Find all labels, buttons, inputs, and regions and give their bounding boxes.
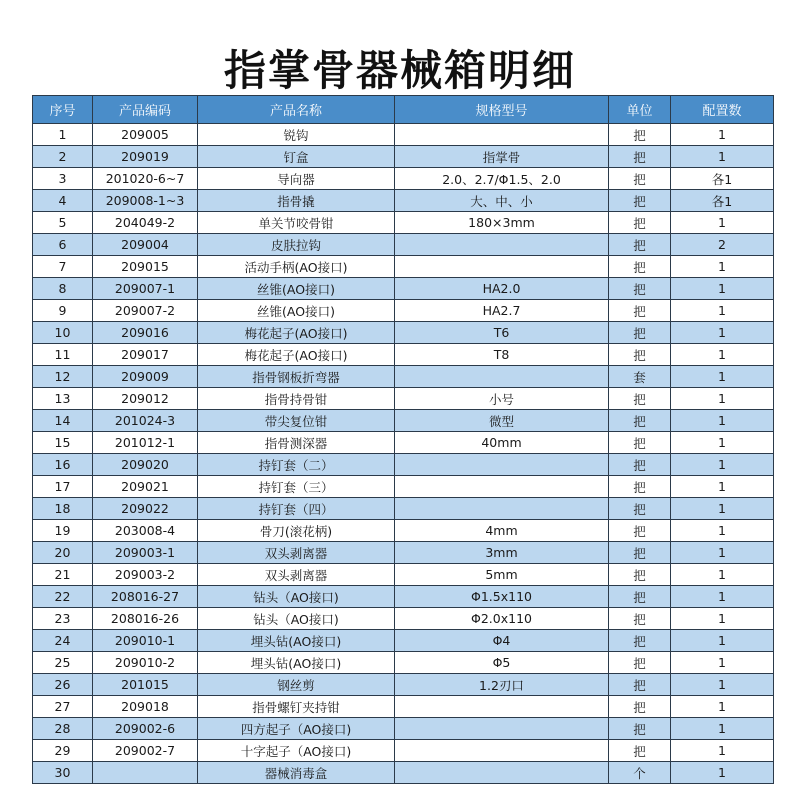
cell-name: 双头剥离器 — [198, 564, 395, 586]
cell-name: 丝锥(AO接口) — [198, 278, 395, 300]
table-row — [33, 410, 774, 432]
cell-quantity: 1 — [671, 432, 774, 454]
table-body — [33, 124, 774, 784]
cell-quantity: 1 — [671, 322, 774, 344]
cell-name: 钉盒 — [198, 146, 395, 168]
cell-quantity: 1 — [671, 542, 774, 564]
cell-index: 8 — [33, 278, 93, 300]
cell-code: 209002-6 — [93, 718, 198, 740]
cell-name: 活动手柄(AO接口) — [198, 256, 395, 278]
table-row — [33, 674, 774, 696]
cell-code: 209005 — [93, 124, 198, 146]
cell-code: 209012 — [93, 388, 198, 410]
cell-quantity: 1 — [671, 696, 774, 718]
cell-index: 21 — [33, 564, 93, 586]
cell-code: 209021 — [93, 476, 198, 498]
column-header-index: 序号 — [33, 96, 93, 124]
cell-code: 209015 — [93, 256, 198, 278]
cell-spec: 指掌骨 — [395, 146, 609, 168]
cell-name: 钻头（AO接口) — [198, 586, 395, 608]
cell-index: 23 — [33, 608, 93, 630]
cell-index: 16 — [33, 454, 93, 476]
cell-index: 19 — [33, 520, 93, 542]
cell-spec — [395, 696, 609, 718]
cell-unit: 把 — [609, 322, 671, 344]
cell-unit: 把 — [609, 388, 671, 410]
cell-unit: 把 — [609, 586, 671, 608]
cell-unit: 把 — [609, 300, 671, 322]
cell-code: 209019 — [93, 146, 198, 168]
cell-quantity: 1 — [671, 630, 774, 652]
cell-name: 指骨撬 — [198, 190, 395, 212]
cell-code: 209022 — [93, 498, 198, 520]
cell-index: 9 — [33, 300, 93, 322]
cell-code: 209016 — [93, 322, 198, 344]
cell-index: 27 — [33, 696, 93, 718]
page-title: 指掌骨器械箱明细 — [223, 46, 576, 95]
table-row — [33, 168, 774, 190]
cell-quantity: 1 — [671, 300, 774, 322]
cell-spec: 微型 — [395, 410, 609, 432]
table-row — [33, 564, 774, 586]
cell-unit: 把 — [609, 476, 671, 498]
cell-quantity: 1 — [671, 498, 774, 520]
cell-index: 26 — [33, 674, 93, 696]
cell-spec: Φ2.0x110 — [395, 608, 609, 630]
cell-name: 指骨钢板折弯器 — [198, 366, 395, 388]
cell-spec: Φ1.5x110 — [395, 586, 609, 608]
table-row — [33, 454, 774, 476]
cell-code: 209004 — [93, 234, 198, 256]
cell-unit: 把 — [609, 256, 671, 278]
cell-quantity: 1 — [671, 410, 774, 432]
cell-spec — [395, 762, 609, 784]
cell-index: 29 — [33, 740, 93, 762]
cell-name: 梅花起子(AO接口) — [198, 344, 395, 366]
cell-code: 209003-1 — [93, 542, 198, 564]
cell-quantity: 各1 — [671, 168, 774, 190]
cell-name: 钻头（AO接口) — [198, 608, 395, 630]
cell-quantity: 1 — [671, 718, 774, 740]
cell-index: 3 — [33, 168, 93, 190]
cell-code: 201012-1 — [93, 432, 198, 454]
cell-unit: 把 — [609, 168, 671, 190]
table-header-row — [33, 96, 774, 124]
cell-quantity: 1 — [671, 674, 774, 696]
cell-quantity: 各1 — [671, 190, 774, 212]
table-row — [33, 476, 774, 498]
table-row — [33, 212, 774, 234]
cell-unit: 把 — [609, 630, 671, 652]
cell-unit: 把 — [609, 212, 671, 234]
cell-index: 17 — [33, 476, 93, 498]
cell-code: 201020-6~7 — [93, 168, 198, 190]
cell-spec — [395, 498, 609, 520]
cell-unit: 把 — [609, 696, 671, 718]
cell-quantity: 1 — [671, 476, 774, 498]
cell-quantity: 2 — [671, 234, 774, 256]
cell-spec — [395, 740, 609, 762]
column-header-spec: 规格型号 — [395, 96, 609, 124]
cell-code: 209010-1 — [93, 630, 198, 652]
cell-name: 皮肤拉钩 — [198, 234, 395, 256]
cell-spec — [395, 256, 609, 278]
table-row — [33, 652, 774, 674]
cell-code: 209008-1~3 — [93, 190, 198, 212]
cell-unit: 把 — [609, 498, 671, 520]
cell-unit: 把 — [609, 564, 671, 586]
table-row — [33, 190, 774, 212]
table-row — [33, 278, 774, 300]
cell-code: 208016-26 — [93, 608, 198, 630]
column-header-code: 产品编码 — [93, 96, 198, 124]
table-row — [33, 718, 774, 740]
cell-index: 20 — [33, 542, 93, 564]
cell-code: 201024-3 — [93, 410, 198, 432]
table-row — [33, 366, 774, 388]
cell-index: 13 — [33, 388, 93, 410]
cell-index: 30 — [33, 762, 93, 784]
table-row — [33, 322, 774, 344]
cell-unit: 套 — [609, 366, 671, 388]
cell-unit: 个 — [609, 762, 671, 784]
cell-quantity: 1 — [671, 124, 774, 146]
cell-quantity: 1 — [671, 278, 774, 300]
cell-unit: 把 — [609, 190, 671, 212]
cell-name: 丝锥(AO接口) — [198, 300, 395, 322]
cell-spec: 1.2刃口 — [395, 674, 609, 696]
table-row — [33, 388, 774, 410]
cell-spec: Φ4 — [395, 630, 609, 652]
cell-unit: 把 — [609, 542, 671, 564]
cell-index: 12 — [33, 366, 93, 388]
table-row — [33, 124, 774, 146]
table-row — [33, 344, 774, 366]
table-row — [33, 762, 774, 784]
table-row — [33, 146, 774, 168]
cell-code: 209018 — [93, 696, 198, 718]
cell-name: 导向器 — [198, 168, 395, 190]
cell-name: 持钉套（四） — [198, 498, 395, 520]
cell-code: 209009 — [93, 366, 198, 388]
cell-unit: 把 — [609, 146, 671, 168]
cell-code: 209007-2 — [93, 300, 198, 322]
cell-name: 埋头钻(AO接口) — [198, 652, 395, 674]
cell-quantity: 1 — [671, 146, 774, 168]
cell-code: 209010-2 — [93, 652, 198, 674]
cell-index: 24 — [33, 630, 93, 652]
table-row — [33, 630, 774, 652]
cell-index: 14 — [33, 410, 93, 432]
cell-name: 持钉套（三） — [198, 476, 395, 498]
cell-spec: 3mm — [395, 542, 609, 564]
cell-index: 25 — [33, 652, 93, 674]
cell-code: 209002-7 — [93, 740, 198, 762]
cell-name: 埋头钻(AO接口) — [198, 630, 395, 652]
cell-quantity: 1 — [671, 586, 774, 608]
cell-quantity: 1 — [671, 608, 774, 630]
table-row — [33, 432, 774, 454]
cell-spec: HA2.7 — [395, 300, 609, 322]
cell-spec — [395, 366, 609, 388]
cell-index: 22 — [33, 586, 93, 608]
cell-name: 持钉套（二） — [198, 454, 395, 476]
cell-name: 器械消毒盒 — [198, 762, 395, 784]
cell-quantity: 1 — [671, 564, 774, 586]
cell-quantity: 1 — [671, 344, 774, 366]
table-row — [33, 586, 774, 608]
cell-quantity: 1 — [671, 652, 774, 674]
cell-spec — [395, 234, 609, 256]
cell-name: 钢丝剪 — [198, 674, 395, 696]
cell-spec: HA2.0 — [395, 278, 609, 300]
cell-index: 28 — [33, 718, 93, 740]
cell-quantity: 1 — [671, 762, 774, 784]
cell-spec: T6 — [395, 322, 609, 344]
table-row — [33, 696, 774, 718]
cell-spec: 大、中、小 — [395, 190, 609, 212]
cell-index: 18 — [33, 498, 93, 520]
cell-unit: 把 — [609, 410, 671, 432]
cell-code: 208016-27 — [93, 586, 198, 608]
cell-name: 双头剥离器 — [198, 542, 395, 564]
cell-unit: 把 — [609, 432, 671, 454]
column-header-name: 产品名称 — [198, 96, 395, 124]
cell-index: 4 — [33, 190, 93, 212]
cell-name: 梅花起子(AO接口) — [198, 322, 395, 344]
table-row — [33, 498, 774, 520]
cell-unit: 把 — [609, 454, 671, 476]
cell-code — [93, 762, 198, 784]
cell-index: 10 — [33, 322, 93, 344]
column-header-quantity: 配置数 — [671, 96, 774, 124]
cell-unit: 把 — [609, 718, 671, 740]
cell-name: 指骨持骨钳 — [198, 388, 395, 410]
cell-spec: 4mm — [395, 520, 609, 542]
cell-unit: 把 — [609, 344, 671, 366]
cell-unit: 把 — [609, 740, 671, 762]
cell-spec: 5mm — [395, 564, 609, 586]
cell-code: 201015 — [93, 674, 198, 696]
cell-spec — [395, 454, 609, 476]
cell-name: 单关节咬骨钳 — [198, 212, 395, 234]
table-row — [33, 300, 774, 322]
cell-code: 209007-1 — [93, 278, 198, 300]
cell-index: 2 — [33, 146, 93, 168]
cell-unit: 把 — [609, 520, 671, 542]
cell-unit: 把 — [609, 652, 671, 674]
cell-spec: 180×3mm — [395, 212, 609, 234]
cell-spec — [395, 124, 609, 146]
table-row — [33, 542, 774, 564]
cell-spec — [395, 476, 609, 498]
cell-quantity: 1 — [671, 740, 774, 762]
cell-unit: 把 — [609, 124, 671, 146]
cell-quantity: 1 — [671, 454, 774, 476]
cell-name: 四方起子（AO接口) — [198, 718, 395, 740]
cell-unit: 把 — [609, 608, 671, 630]
cell-name: 指骨测深器 — [198, 432, 395, 454]
cell-code: 209017 — [93, 344, 198, 366]
table-row — [33, 234, 774, 256]
table-row — [33, 608, 774, 630]
cell-unit: 把 — [609, 234, 671, 256]
cell-quantity: 1 — [671, 388, 774, 410]
cell-spec: T8 — [395, 344, 609, 366]
cell-index: 1 — [33, 124, 93, 146]
cell-spec: 40mm — [395, 432, 609, 454]
cell-name: 十字起子（AO接口) — [198, 740, 395, 762]
cell-index: 5 — [33, 212, 93, 234]
cell-name: 带尖复位钳 — [198, 410, 395, 432]
cell-index: 7 — [33, 256, 93, 278]
table-row — [33, 520, 774, 542]
cell-index: 6 — [33, 234, 93, 256]
cell-quantity: 1 — [671, 366, 774, 388]
column-header-unit: 单位 — [609, 96, 671, 124]
instrument-table — [32, 95, 774, 784]
cell-index: 11 — [33, 344, 93, 366]
cell-spec: 2.0、2.7/Φ1.5、2.0 — [395, 168, 609, 190]
cell-code: 209003-2 — [93, 564, 198, 586]
table-row — [33, 256, 774, 278]
cell-index: 15 — [33, 432, 93, 454]
cell-spec: 小号 — [395, 388, 609, 410]
cell-quantity: 1 — [671, 256, 774, 278]
cell-name: 指骨螺钉夹持钳 — [198, 696, 395, 718]
cell-spec: Φ5 — [395, 652, 609, 674]
cell-quantity: 1 — [671, 212, 774, 234]
cell-name: 锐钩 — [198, 124, 395, 146]
cell-unit: 把 — [609, 674, 671, 696]
cell-quantity: 1 — [671, 520, 774, 542]
cell-code: 203008-4 — [93, 520, 198, 542]
cell-code: 209020 — [93, 454, 198, 476]
table-row — [33, 740, 774, 762]
cell-name: 骨刀(滚花柄) — [198, 520, 395, 542]
cell-unit: 把 — [609, 278, 671, 300]
cell-code: 204049-2 — [93, 212, 198, 234]
cell-spec — [395, 718, 609, 740]
